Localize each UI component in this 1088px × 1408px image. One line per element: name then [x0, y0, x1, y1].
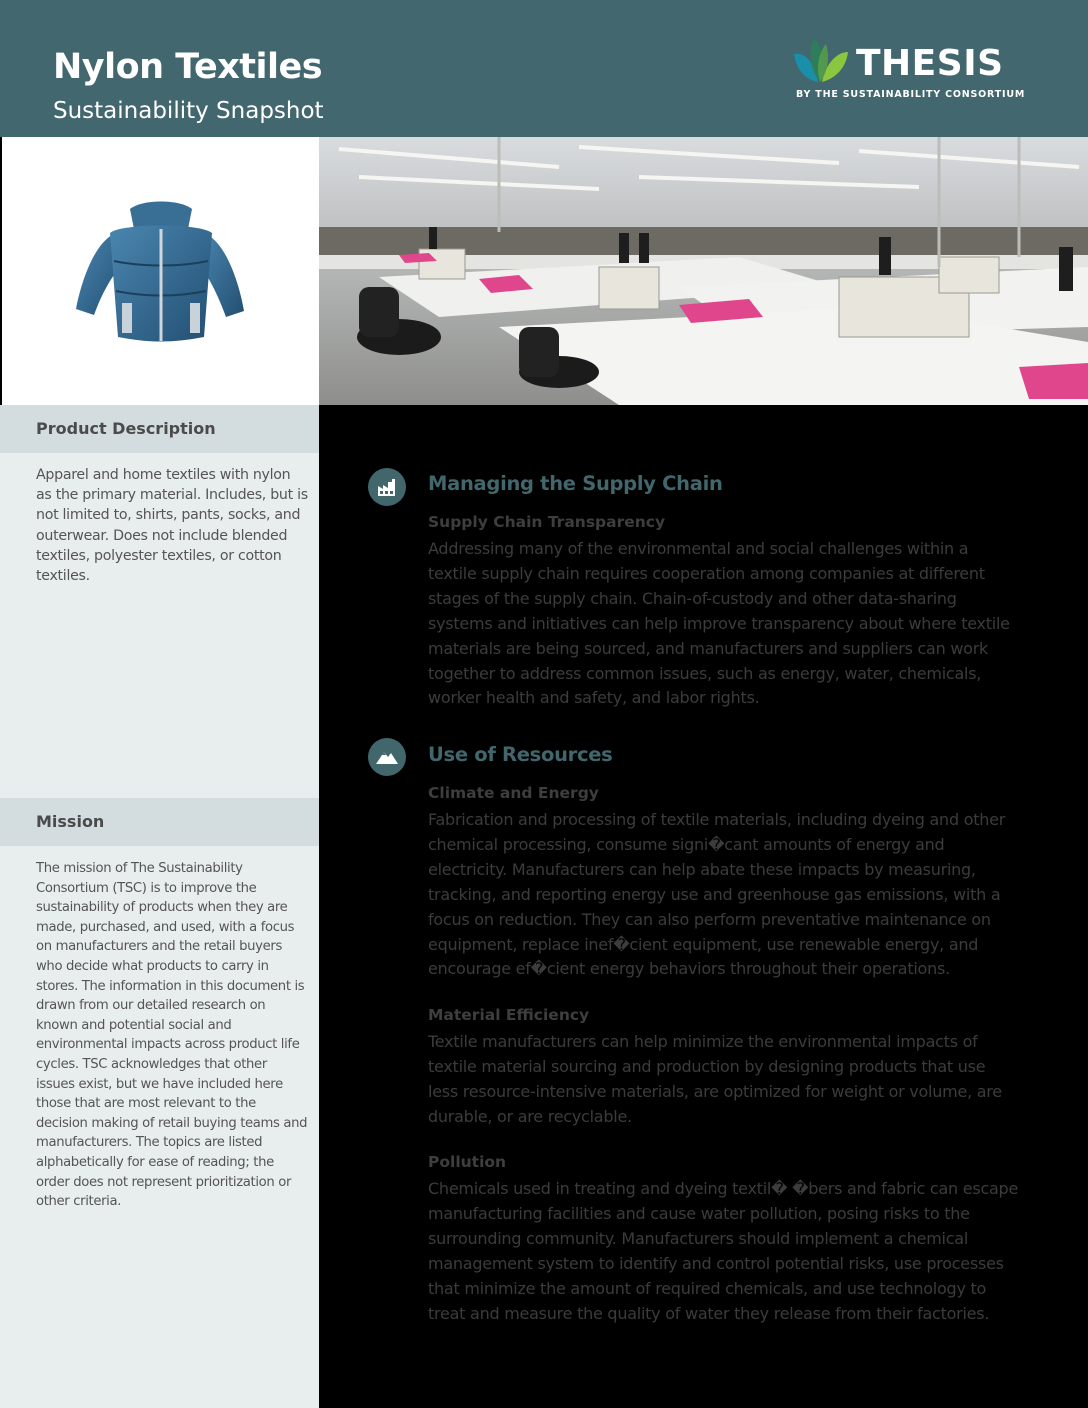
subsection-heading-climate-energy: Climate and Energy — [428, 784, 599, 802]
page-subtitle: Sustainability Snapshot — [53, 98, 324, 124]
product-description-text: Apparel and home textiles with nylon as the primary material. Includes, but is not limited to, shirts, pants, socks, and outerwear. Does not include blended textiles, polyester textiles, or cotton textiles. — [36, 467, 308, 585]
product-description-heading: Product Description — [36, 419, 216, 438]
product-image — [0, 137, 319, 405]
subsection-heading-transparency: Supply Chain Transparency — [428, 513, 666, 531]
leaf-logo-icon — [790, 36, 852, 84]
product-description-heading-bar — [0, 405, 319, 453]
subsection-text-transparency: Addressing many of the environmental and social challenges within a textile supply chain requires cooperation among companies at different stages of the supply chain. Chain-of-custody and other data-sharing systems and initiatives can help improve transparency about where textile materials are being sourced, and manufacturers and suppliers can work together to address common issues, such as energy, water, chemicals, worker health and safety, and labor rights. — [428, 539, 1010, 708]
mountain-icon — [368, 738, 406, 776]
subsection-heading-pollution: Pollution — [428, 1153, 507, 1171]
mission-heading-bar — [0, 798, 319, 846]
mission-heading: Mission — [36, 812, 105, 831]
subsection-text-material-efficiency: Textile manufacturers can help minimize the environmental impacts of textile material sourcing and production by designing products that use less resource-intensive materials, are optimized for weight or volume, are durable, or are recyclable. — [428, 1032, 1002, 1126]
factory-icon — [368, 468, 406, 506]
sewing-factory-illustration — [319, 137, 1088, 405]
jacket-illustration — [2, 137, 319, 405]
header-banner — [0, 0, 1088, 137]
subsection-text-climate-energy: Fabrication and processing of textile materials, including dyeing and other chemical processing, consume signi�cant amounts of energy and electricity. Manufacturers can help abate these impacts by measuring, tracking, and reporting energy use and greenhouse gas emissions, with a focus on reduction. They can also perform preventative maintenance on equipment, replace inef�cient equipment, use renewable energy, and encourage ef�cient energy behaviors throughout their operations. — [428, 810, 1006, 979]
logo-tagline: BY THE SUSTAINABILITY CONSORTIUM — [796, 89, 1026, 100]
section-title-use-of-resources: Use of Resources — [428, 743, 613, 766]
page-title: Nylon Textiles — [53, 47, 323, 87]
logo-wordmark: THESIS — [856, 43, 1004, 84]
factory-image — [319, 137, 1088, 405]
mission-text: The mission of The Sustainability Consortium (TSC) is to improve the sustainability of products when they are made, purchased, and used, with a focus on manufacturers and the retail buyers who decide what products to carry in stores. The information in this document is drawn from our detailed research on known and potential social and environmental impacts across product life cycles. TSC acknowledges that other issues exist, but we have included here those that are most relevant to the decision making of retail buying teams and manufacturers. The topics are listed alphabetically for ease of reading; the order does not represent prioritization or other criteria. — [36, 861, 308, 1210]
thesis-logo — [790, 36, 1026, 104]
subsection-text-pollution: Chemicals used in treating and dyeing textil� �bers and fabric can escape manufacturing facilities and cause water pollution, posing risks to the surrounding community. Manufacturers should implement a chemical management system to identify and control potential risks, use processes that minimize the amount of required chemicals, and use technology to treat and measure the quality of water they release from their factories. — [428, 1179, 1019, 1323]
section-title-supply-chain: Managing the Supply Chain — [428, 472, 723, 495]
subsection-heading-material-efficiency: Material Efficiency — [428, 1006, 590, 1024]
